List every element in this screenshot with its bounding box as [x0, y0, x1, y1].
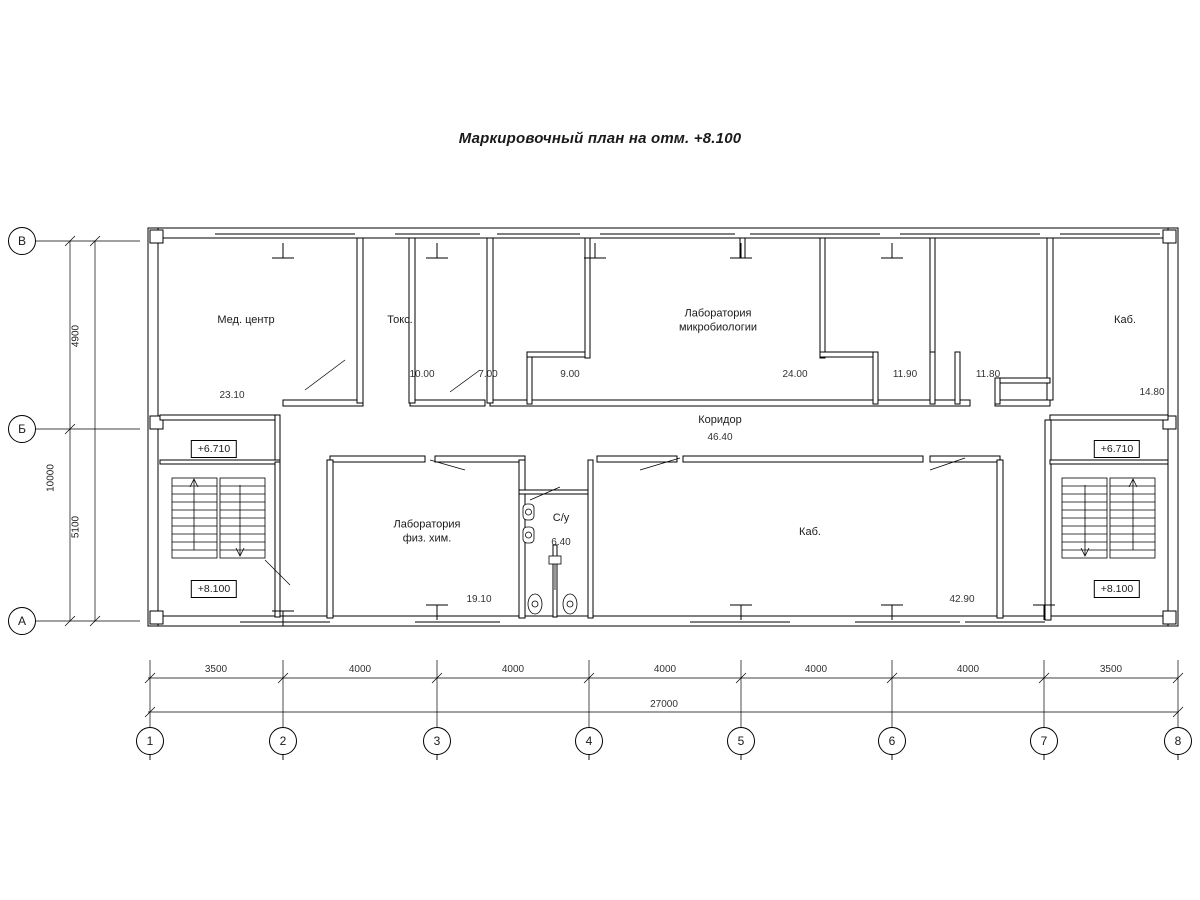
total-dimension-label: 27000: [650, 698, 678, 710]
room-area: 19.10: [466, 593, 492, 605]
level-mark: +6.710: [1094, 440, 1140, 458]
room-name: Токс.: [387, 314, 413, 327]
level-mark: +8.100: [191, 580, 237, 598]
dimension-label: 4000: [653, 663, 677, 675]
axis-marker-5: 5: [727, 727, 755, 755]
room-area: 23.10: [219, 389, 245, 401]
axis-marker-8: 8: [1164, 727, 1192, 755]
axis-marker-3: 3: [423, 727, 451, 755]
room-name: Лаборатория микробиологии: [678, 307, 758, 333]
drawing-title: Маркировочный план на отм. +8.100: [458, 130, 742, 147]
room-area: 46.40: [707, 431, 733, 443]
room-area: 7.00: [478, 368, 498, 380]
dimension-label-vertical: 5100: [70, 515, 82, 539]
dimension-label: 4000: [956, 663, 980, 675]
axis-marker-1: 1: [136, 727, 164, 755]
room-name: Лаборатория физ. хим.: [393, 518, 461, 544]
dimension-label: 3500: [204, 663, 228, 675]
axis-marker-6: 6: [878, 727, 906, 755]
room-name: Коридор: [698, 414, 742, 427]
room-area: 9.00: [560, 368, 580, 380]
room-name: Каб.: [1114, 314, 1136, 327]
axis-marker-v: В: [8, 227, 36, 255]
dimension-label: 4000: [804, 663, 828, 675]
room-name: С/у: [552, 512, 570, 525]
room-area: 14.80: [1139, 386, 1165, 398]
dimension-label: 3500: [1099, 663, 1123, 675]
room-area: 6.40: [551, 536, 571, 548]
dimension-label-vertical: 4900: [70, 324, 82, 348]
room-area: 11.90: [892, 368, 918, 380]
level-mark: +6.710: [191, 440, 237, 458]
axis-marker-a: А: [8, 607, 36, 635]
dimension-label: 4000: [501, 663, 525, 675]
axis-marker-b: Б: [8, 415, 36, 443]
room-area: 10.00: [409, 368, 435, 380]
dimension-label: 4000: [348, 663, 372, 675]
axis-marker-4: 4: [575, 727, 603, 755]
room-name: Мед. центр: [217, 314, 275, 327]
axis-marker-7: 7: [1030, 727, 1058, 755]
room-area: 11.80: [975, 368, 1001, 380]
room-area: 42.90: [949, 593, 975, 605]
dimension-label-vertical: 10000: [45, 464, 57, 492]
room-name: Каб.: [799, 526, 821, 539]
axis-marker-2: 2: [269, 727, 297, 755]
level-mark: +8.100: [1094, 580, 1140, 598]
room-area: 24.00: [782, 368, 808, 380]
